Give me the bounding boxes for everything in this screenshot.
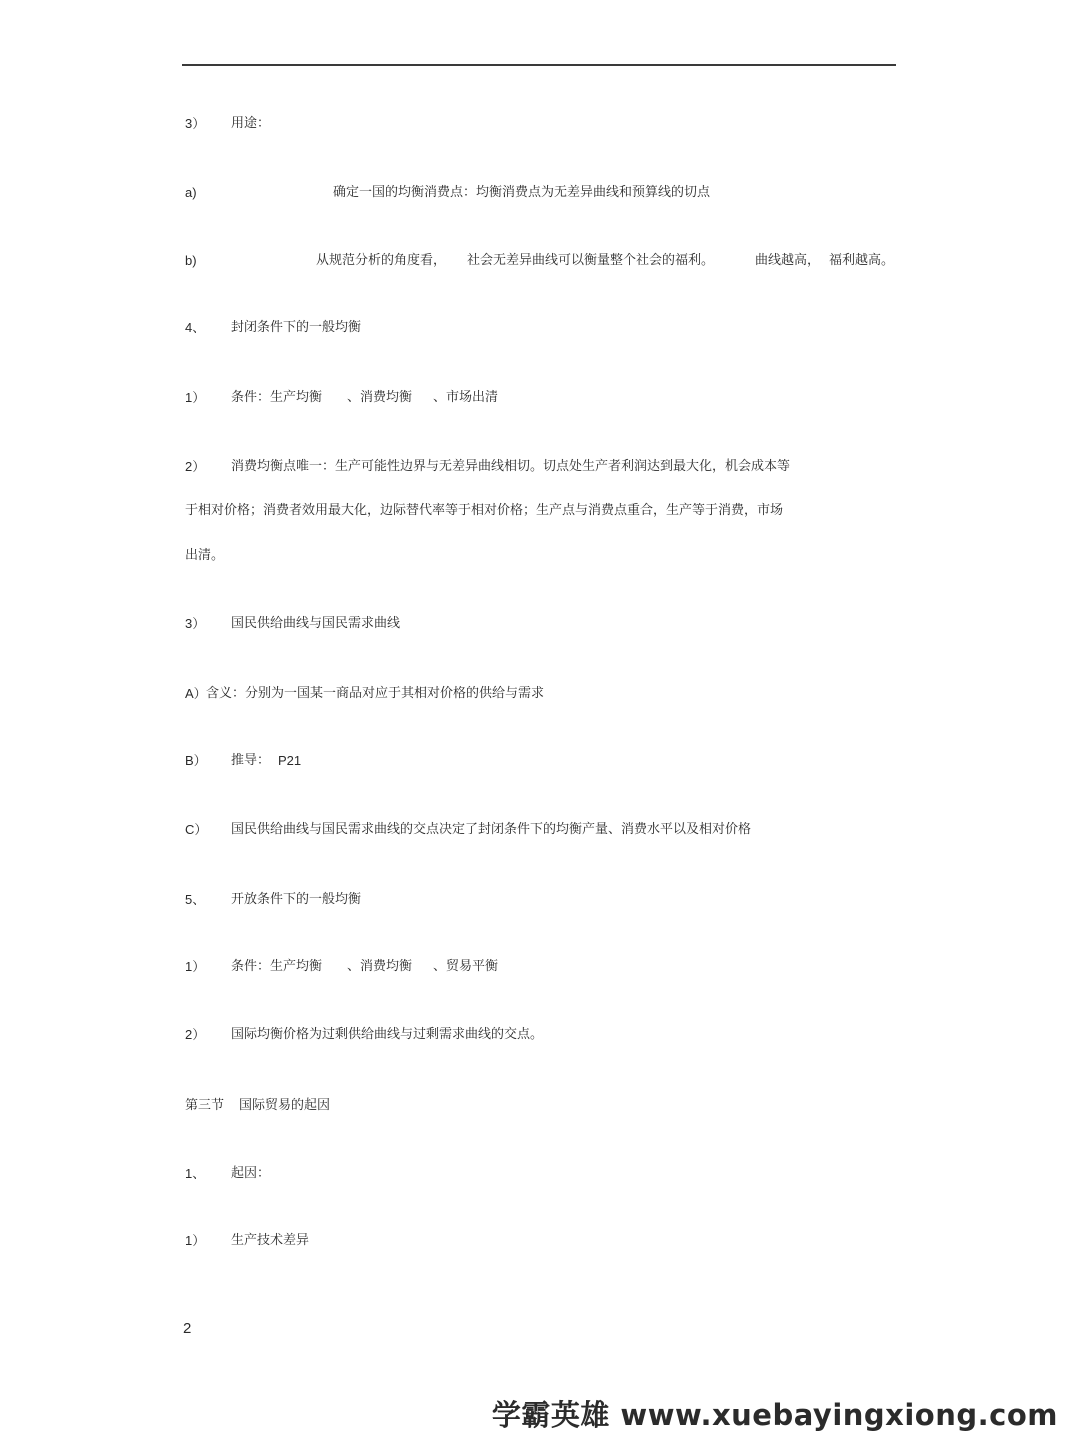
item-number: B） — [185, 753, 207, 768]
item-text: 推导： — [231, 753, 271, 768]
item-number: 3） — [185, 116, 206, 131]
page-number: 2 — [183, 1320, 192, 1337]
item-number: A） — [185, 686, 207, 701]
item-number: 4、 — [185, 320, 206, 335]
item-number: 2） — [185, 1027, 206, 1042]
item-text: 、贸易平衡 — [433, 959, 499, 974]
item-text: 、市场出清 — [433, 390, 499, 405]
item-text: 条件：生产均衡 — [231, 390, 323, 405]
item-text: 国民供给曲线与国民需求曲线的交点决定了封闭条件下的均衡产量、消费水平以及相对价格 — [231, 822, 752, 837]
paragraph-text: 消费均衡点唯一：生产可能性边界与无差异曲线相切。切点处生产者利润达到最大化，机会成本等 — [231, 459, 791, 474]
item-text: 、消费均衡 — [347, 390, 413, 405]
item-number: 5、 — [185, 892, 206, 907]
section-name: 国际贸易的起因 — [239, 1098, 331, 1113]
item-text: 从规范分析的角度看， — [316, 253, 447, 268]
item-text: 福利越高。 — [829, 253, 895, 268]
item-text: 、消费均衡 — [347, 959, 413, 974]
item-text: 用途： — [231, 116, 271, 131]
item-text: 社会无差异曲线可以衡量整个社会的福利。 — [467, 253, 715, 268]
paragraph-text: 出清。 — [185, 548, 225, 563]
item-text: 确定一国的均衡消费点：均衡消费点为无差异曲线和预算线的切点 — [333, 185, 711, 200]
heading-text: 封闭条件下的一般均衡 — [231, 320, 362, 335]
watermark-text: 学霸英雄 www.xuebayingxiong.com — [491, 1398, 1058, 1432]
item-number: C） — [185, 822, 208, 837]
item-text: 曲线越高， — [755, 253, 821, 268]
heading-text: 起因： — [231, 1166, 271, 1181]
item-number: 2） — [185, 459, 206, 474]
item-text: 含义：分别为一国某一商品对应于其相对价格的供给与需求 — [206, 686, 545, 701]
heading-text: 开放条件下的一般均衡 — [231, 892, 362, 907]
item-number: a) — [185, 185, 197, 200]
item-text: 生产技术差异 — [231, 1233, 310, 1248]
page-reference: P21 — [278, 753, 302, 768]
header-rule — [182, 64, 896, 66]
item-number: 1、 — [185, 1166, 206, 1181]
item-text: 国际均衡价格为过剩供给曲线与过剩需求曲线的交点。 — [231, 1027, 544, 1042]
item-number: 1） — [185, 1233, 206, 1248]
item-text: 条件：生产均衡 — [231, 959, 323, 974]
item-number: 1） — [185, 959, 206, 974]
section-title: 第三节 — [185, 1098, 225, 1113]
paragraph-text: 于相对价格；消费者效用最大化，边际替代率等于相对价格；生产点与消费点重合，生产等于消费，市场 — [185, 503, 784, 518]
item-number: 3） — [185, 616, 206, 631]
item-text: 国民供给曲线与国民需求曲线 — [231, 616, 401, 631]
item-number: b) — [185, 253, 197, 268]
item-number: 1） — [185, 390, 206, 405]
